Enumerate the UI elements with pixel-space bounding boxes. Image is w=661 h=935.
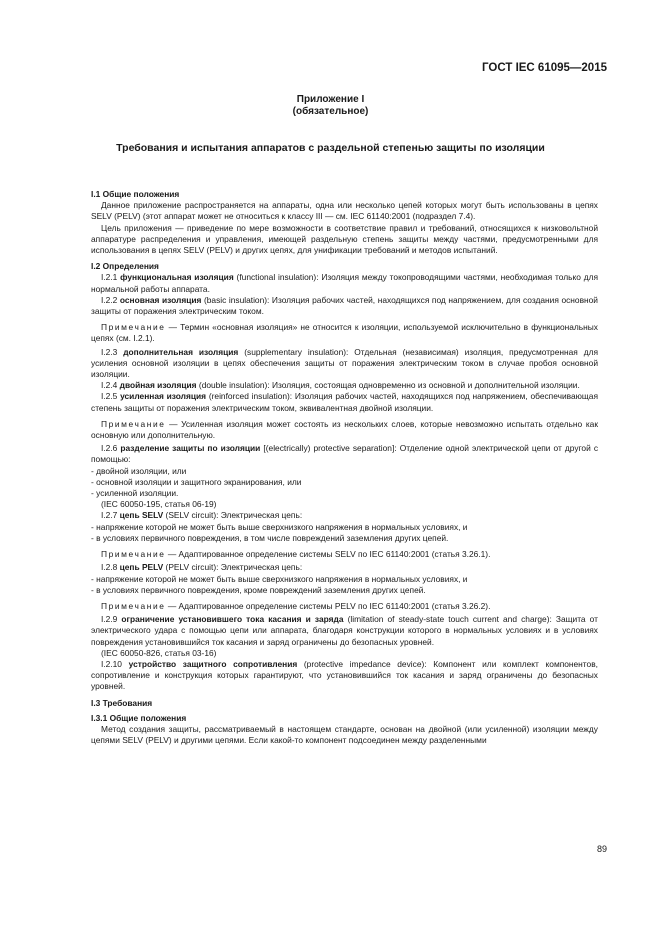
definition: I.2.10 устройство защитного сопротивления (protective impedance device): Компонент или комплект компонентов, сопротивление и конструкция которых гарантируют, что установившийся ток касания и заряд ограничены до безопасных уровней. <box>91 658 598 692</box>
list-item: - в условиях первичного повреждения, кроме повреждений заземления других цепей. <box>91 584 426 595</box>
term: разделение защиты по изоляции <box>120 443 261 454</box>
note: Примечание — Усиленная изоляция может состоять из нескольких слоев, которые невозможно испытать отдельно как основную или дополнительную. <box>91 418 598 441</box>
definition: I.2.3 дополнительная изоляция (supplementary insulation): Отдельная (независимая) изоляция, предусмотренная для усиления основной изоляции в цепях обеспечения защиты от поражения электрическим током в случае пробоя основной изоляции. <box>91 346 599 380</box>
subsection-heading: I.3.1 Общие положения <box>91 712 187 723</box>
term: двойная изоляция <box>119 380 197 391</box>
definition: I.2.4 двойная изоляция (double insulation): Изоляция, состоящая одновременно из основной и дополнительной изоляции. <box>101 380 580 391</box>
standard-header: ГОСТ IEC 61095—2015 <box>482 62 607 74</box>
note: Примечание — Термин «основная изоляция» не относится к изоляции, используемой исключительно в функциональных цепях (см. I.2.1). <box>91 322 598 344</box>
definition: I.2.8 цепь PELV (PELV circuit): Электрическая цепь: <box>101 562 303 573</box>
term: дополнительная изоляция <box>123 346 239 357</box>
term: усиленная изоляция <box>120 391 207 402</box>
list-item: - напряжение которой не может быть выше сверхнизкого напряжения в нормальных условиях, и <box>91 573 468 584</box>
definition: I.2.9 ограничение установившего тока касания и заряда (limitation of steady-state touch current and charge): Защита от электрического удара с помощью цепи или аппарата, благодаря конструкции которого в нормальных условиях и в условиях повреждения установившийся ток касания и заряд ограничены до безопасных уровней. <box>91 614 598 647</box>
section-heading: I.2 Определения <box>91 261 159 272</box>
paragraph: Данное приложение распространяется на аппараты, одна или несколько цепей которых могут быть использованы в цепях SELV (PELV) (этот аппарат может не относиться к классу III — см. IEC 61140:2001 (подраздел 7.4). <box>91 200 598 222</box>
annex-title: Приложение I <box>296 94 365 105</box>
annex-heading <box>0 94 661 118</box>
definition: I.2.6 разделение защиты по изоляции [(electrically) protective separation]: Отделение одной электрической цепи от другой с помощью: <box>91 443 599 465</box>
note: Примечание — Адаптированное определение системы PELV по IEC 61140:2001 (статья 3.26.2). <box>101 600 491 611</box>
paragraph: Метод создания защиты, рассматриваемый в настоящем стандарте, основан на двойной (или усиленной) изоляции между цепями SELV (PELV) и другими цепями. Если какой-то компонент подсоединен между разделенными <box>91 723 598 746</box>
list-item: - двойной изоляции, или <box>91 465 187 476</box>
annex-status: (обязательное) <box>292 106 369 117</box>
document-body <box>91 185 598 746</box>
definition: I.2.7 цепь SELV (SELV circuit): Электрическая цепь: <box>101 510 303 521</box>
list-item: - основной изоляции и защитного экранирования, или <box>91 476 302 487</box>
page-number: 89 <box>596 844 607 854</box>
term: ограничение установившего тока касания и заряда <box>121 614 344 625</box>
definition: I.2.2 основная изоляция (basic insulation): Изоляция рабочих частей, находящихся под напряжением, для создания основной защиты от поражения электрическим током. <box>91 294 598 317</box>
term: устройство защитного сопротивления <box>128 658 298 669</box>
list-item: - усиленной изоляции. <box>91 488 179 499</box>
reference: (IEC 60050-826, статья 03-16) <box>101 647 217 658</box>
main-title: Требования и испытания аппаратов с раздельной степенью защиты по изоляции <box>116 142 545 154</box>
term: основная изоляция <box>119 294 202 305</box>
definition: I.2.1 функциональная изоляция (functional insulation): Изоляция между токопроводящими частями, необходимая только для нормальной работы аппарата. <box>91 272 599 294</box>
reference: (IEC 60050-195, статья 06-19) <box>101 499 217 510</box>
term: цепь SELV <box>119 510 164 521</box>
term: цепь PELV <box>119 562 164 573</box>
section-heading: I.1 Общие положения <box>91 189 180 199</box>
note: Примечание — Адаптированное определение системы SELV по IEC 61140:2001 (статья 3.26.1). <box>101 549 491 560</box>
list-item: - напряжение которой не может быть выше сверхнизкого напряжения в нормальных условиях, и <box>91 521 468 532</box>
section-heading: I.3 Требования <box>91 697 153 708</box>
definition: I.2.5 усиленная изоляция (reinforced insulation): Изоляция рабочих частей, находящихся под напряжением, обеспечивающая степень защиты от поражения электрическим током, эквивалентная двойной изоляции. <box>91 391 598 413</box>
paragraph: Цель приложения — приведение по мере возможности в соответствие правил и требований, относящихся к низковольтной аппаратуре распределения и управления, имеющей раздельную степень защиты между частями, предусмотренными для использования в цепях SELV (PELV) и других цепях, для унификации требований и методов испытаний. <box>91 222 598 256</box>
list-item: - в условиях первичного повреждения, в том числе повреждений заземления других цепей. <box>91 532 449 543</box>
term: функциональная изоляция <box>120 272 234 283</box>
